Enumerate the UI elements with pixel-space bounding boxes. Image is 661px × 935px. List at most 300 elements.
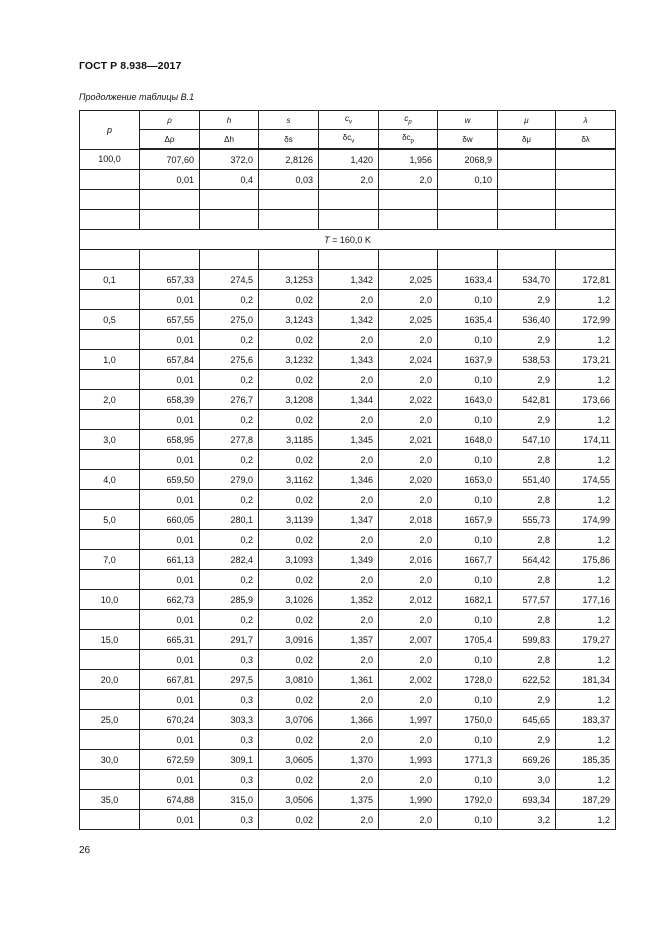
value-cell: 274,5 xyxy=(200,270,259,290)
value-cell: 551,40 xyxy=(498,470,556,490)
value-cell: 0,10 xyxy=(438,330,498,350)
value-cell: 0,01 xyxy=(140,570,200,590)
value-cell: 2,8 xyxy=(498,450,556,470)
value-cell: 1653,0 xyxy=(438,470,498,490)
value-cell: 3,0506 xyxy=(259,790,319,810)
value-cell: 0,01 xyxy=(140,170,200,190)
value-cell: 276,7 xyxy=(200,390,259,410)
table-row xyxy=(80,290,616,310)
value-cell: 2,025 xyxy=(379,310,438,330)
value-cell: 277,8 xyxy=(200,430,259,450)
pressure-cell xyxy=(80,490,140,510)
value-cell: 1,2 xyxy=(556,690,616,710)
table-row xyxy=(80,350,616,370)
table-caption: Продолжение таблицы В.1 xyxy=(79,92,195,102)
value-cell: 0,10 xyxy=(438,730,498,750)
value-cell: 667,81 xyxy=(140,670,200,690)
table-row xyxy=(80,370,616,390)
value-cell: 1635,4 xyxy=(438,310,498,330)
value-cell: 0,2 xyxy=(200,450,259,470)
pressure-cell: 10,0 xyxy=(80,590,140,610)
table-row xyxy=(80,250,616,270)
section-row xyxy=(80,230,616,250)
value-cell xyxy=(556,170,616,190)
table-row xyxy=(80,810,616,830)
value-cell: 183,37 xyxy=(556,710,616,730)
value-cell: 2,0 xyxy=(379,650,438,670)
value-cell: 0,03 xyxy=(259,170,319,190)
header-density: ρ xyxy=(140,111,200,130)
pressure-cell: 35,0 xyxy=(80,790,140,810)
table-row xyxy=(80,670,616,690)
table-row xyxy=(80,149,616,170)
value-cell: 665,31 xyxy=(140,630,200,650)
header-cv: $c_v$ xyxy=(319,111,379,130)
header-conductivity: λ xyxy=(556,111,616,130)
table-row xyxy=(80,710,616,730)
value-cell: 1,993 xyxy=(379,750,438,770)
value-cell: 285,9 xyxy=(200,590,259,610)
table-row xyxy=(80,410,616,430)
table-header xyxy=(80,111,616,150)
value-cell: 315,0 xyxy=(200,790,259,810)
pressure-cell xyxy=(80,250,140,270)
value-cell: 0,02 xyxy=(259,450,319,470)
value-cell xyxy=(379,210,438,230)
value-cell: 3,1253 xyxy=(259,270,319,290)
value-cell: 2,0 xyxy=(379,170,438,190)
table-row xyxy=(80,770,616,790)
value-cell: 693,34 xyxy=(498,790,556,810)
value-cell: 661,13 xyxy=(140,550,200,570)
value-cell: 1,2 xyxy=(556,570,616,590)
value-cell: 2,0 xyxy=(319,450,379,470)
value-cell: 2,9 xyxy=(498,370,556,390)
value-cell: 1657,9 xyxy=(438,510,498,530)
value-cell: 177,16 xyxy=(556,590,616,610)
value-cell: 0,10 xyxy=(438,410,498,430)
value-cell: 2,022 xyxy=(379,390,438,410)
table-row xyxy=(80,750,616,770)
value-cell: 2,9 xyxy=(498,410,556,430)
table-row xyxy=(80,570,616,590)
value-cell xyxy=(438,250,498,270)
value-cell: 2,0 xyxy=(319,730,379,750)
header-enthalpy-uncertainty: Δh xyxy=(200,130,259,150)
pressure-cell xyxy=(80,410,140,430)
value-cell xyxy=(319,250,379,270)
value-cell: 2,0 xyxy=(379,290,438,310)
value-cell: 0,10 xyxy=(438,530,498,550)
value-cell: 2,0 xyxy=(379,610,438,630)
value-cell: 187,29 xyxy=(556,790,616,810)
table-row xyxy=(80,390,616,410)
value-cell: 1,352 xyxy=(319,590,379,610)
pressure-cell xyxy=(80,650,140,670)
value-cell: 0,01 xyxy=(140,530,200,550)
value-cell: 2,8 xyxy=(498,490,556,510)
value-cell xyxy=(140,250,200,270)
value-cell: 2,0 xyxy=(319,290,379,310)
value-cell: 0,10 xyxy=(438,490,498,510)
table-row xyxy=(80,330,616,350)
pressure-cell: 0,5 xyxy=(80,310,140,330)
value-cell: 0,02 xyxy=(259,610,319,630)
value-cell: 1,2 xyxy=(556,330,616,350)
pressure-cell: 100,0 xyxy=(80,149,140,170)
value-cell: 2,9 xyxy=(498,730,556,750)
value-cell: 1,345 xyxy=(319,430,379,450)
value-cell: 3,0810 xyxy=(259,670,319,690)
document-standard-header: ГОСТ Р 8.938—2017 xyxy=(79,60,182,72)
value-cell xyxy=(498,170,556,190)
value-cell: 0,4 xyxy=(200,170,259,190)
pressure-cell xyxy=(80,210,140,230)
pressure-cell xyxy=(80,450,140,470)
value-cell: 2,0 xyxy=(379,530,438,550)
value-cell: 303,3 xyxy=(200,710,259,730)
pressure-cell xyxy=(80,290,140,310)
header-row-symbols xyxy=(80,111,616,130)
value-cell: 658,39 xyxy=(140,390,200,410)
value-cell xyxy=(200,210,259,230)
table-row xyxy=(80,690,616,710)
value-cell: 2,8 xyxy=(498,650,556,670)
value-cell xyxy=(379,250,438,270)
value-cell: 3,0706 xyxy=(259,710,319,730)
pressure-cell: 4,0 xyxy=(80,470,140,490)
header-conductivity-uncertainty: δλ xyxy=(556,130,616,150)
value-cell: 662,73 xyxy=(140,590,200,610)
value-cell: 2,0 xyxy=(379,810,438,830)
value-cell: 2,0 xyxy=(319,810,379,830)
value-cell: 577,57 xyxy=(498,590,556,610)
value-cell: 1,342 xyxy=(319,310,379,330)
value-cell: 185,35 xyxy=(556,750,616,770)
value-cell xyxy=(556,190,616,210)
table-row xyxy=(80,550,616,570)
value-cell xyxy=(200,190,259,210)
value-cell: 173,21 xyxy=(556,350,616,370)
value-cell xyxy=(556,149,616,170)
pressure-cell: 25,0 xyxy=(80,710,140,730)
value-cell: 0,02 xyxy=(259,810,319,830)
value-cell: 179,27 xyxy=(556,630,616,650)
value-cell: 309,1 xyxy=(200,750,259,770)
value-cell: 3,0916 xyxy=(259,630,319,650)
pressure-cell xyxy=(80,690,140,710)
table-row xyxy=(80,650,616,670)
value-cell: 599,83 xyxy=(498,630,556,650)
value-cell: 1637,9 xyxy=(438,350,498,370)
pressure-cell: 2,0 xyxy=(80,390,140,410)
value-cell: 0,02 xyxy=(259,330,319,350)
value-cell: 0,10 xyxy=(438,690,498,710)
value-cell: 1705,4 xyxy=(438,630,498,650)
value-cell: 1,2 xyxy=(556,530,616,550)
value-cell: 0,02 xyxy=(259,570,319,590)
value-cell: 2,024 xyxy=(379,350,438,370)
value-cell: 0,3 xyxy=(200,650,259,670)
header-cp-uncertainty: $\delta c_p$ xyxy=(379,130,438,150)
value-cell: 2,0 xyxy=(319,610,379,630)
value-cell: 3,1139 xyxy=(259,510,319,530)
value-cell xyxy=(259,190,319,210)
pressure-cell xyxy=(80,770,140,790)
value-cell: 291,7 xyxy=(200,630,259,650)
value-cell: 2,016 xyxy=(379,550,438,570)
value-cell: 175,86 xyxy=(556,550,616,570)
value-cell: 0,10 xyxy=(438,810,498,830)
table-row xyxy=(80,170,616,190)
value-cell: 0,01 xyxy=(140,490,200,510)
pressure-cell: 3,0 xyxy=(80,430,140,450)
value-cell: 1667,7 xyxy=(438,550,498,570)
value-cell: 564,42 xyxy=(498,550,556,570)
value-cell: 657,55 xyxy=(140,310,200,330)
value-cell: 0,02 xyxy=(259,410,319,430)
value-cell: 1,420 xyxy=(319,149,379,170)
value-cell: 2,020 xyxy=(379,470,438,490)
table-row xyxy=(80,270,616,290)
value-cell: 538,53 xyxy=(498,350,556,370)
value-cell: 173,66 xyxy=(556,390,616,410)
value-cell: 3,1093 xyxy=(259,550,319,570)
value-cell: 1648,0 xyxy=(438,430,498,450)
table-row xyxy=(80,490,616,510)
value-cell: 542,81 xyxy=(498,390,556,410)
header-entropy-uncertainty: δs xyxy=(259,130,319,150)
value-cell xyxy=(319,210,379,230)
table-row xyxy=(80,790,616,810)
value-cell: 1633,4 xyxy=(438,270,498,290)
value-cell: 1,346 xyxy=(319,470,379,490)
section-temperature-label: T = 160,0 K xyxy=(80,230,616,250)
value-cell: 1792,0 xyxy=(438,790,498,810)
value-cell xyxy=(379,190,438,210)
value-cell xyxy=(498,250,556,270)
value-cell: 1,366 xyxy=(319,710,379,730)
value-cell: 658,95 xyxy=(140,430,200,450)
table-row xyxy=(80,450,616,470)
header-pressure: p xyxy=(80,111,140,150)
value-cell: 1728,0 xyxy=(438,670,498,690)
value-cell: 297,5 xyxy=(200,670,259,690)
value-cell xyxy=(438,210,498,230)
value-cell: 0,2 xyxy=(200,610,259,630)
value-cell xyxy=(498,149,556,170)
value-cell: 0,10 xyxy=(438,170,498,190)
value-cell: 0,10 xyxy=(438,450,498,470)
value-cell: 275,6 xyxy=(200,350,259,370)
value-cell: 372,0 xyxy=(200,149,259,170)
value-cell: 2,0 xyxy=(319,410,379,430)
value-cell: 645,65 xyxy=(498,710,556,730)
pressure-cell xyxy=(80,370,140,390)
table-row xyxy=(80,630,616,650)
value-cell: 3,0605 xyxy=(259,750,319,770)
pressure-cell: 7,0 xyxy=(80,550,140,570)
value-cell: 0,02 xyxy=(259,290,319,310)
value-cell: 0,2 xyxy=(200,290,259,310)
header-row-uncertainties xyxy=(80,130,616,150)
value-cell: 1,344 xyxy=(319,390,379,410)
value-cell: 0,2 xyxy=(200,490,259,510)
value-cell: 1771,3 xyxy=(438,750,498,770)
pressure-cell xyxy=(80,330,140,350)
value-cell: 669,26 xyxy=(498,750,556,770)
value-cell xyxy=(556,210,616,230)
value-cell: 1750,0 xyxy=(438,710,498,730)
value-cell: 660,05 xyxy=(140,510,200,530)
value-cell: 0,02 xyxy=(259,730,319,750)
value-cell: 2,0 xyxy=(319,690,379,710)
value-cell: 659,50 xyxy=(140,470,200,490)
pressure-cell xyxy=(80,170,140,190)
value-cell xyxy=(259,210,319,230)
value-cell xyxy=(200,250,259,270)
value-cell: 670,24 xyxy=(140,710,200,730)
value-cell: 0,3 xyxy=(200,770,259,790)
value-cell: 1,2 xyxy=(556,410,616,430)
value-cell: 2,0 xyxy=(379,770,438,790)
value-cell: 172,99 xyxy=(556,310,616,330)
value-cell: 3,1162 xyxy=(259,470,319,490)
pressure-cell xyxy=(80,810,140,830)
value-cell: 2,0 xyxy=(379,330,438,350)
value-cell: 0,02 xyxy=(259,370,319,390)
value-cell: 1,357 xyxy=(319,630,379,650)
value-cell: 1,2 xyxy=(556,650,616,670)
value-cell: 2,0 xyxy=(379,730,438,750)
value-cell: 2,9 xyxy=(498,690,556,710)
value-cell: 0,01 xyxy=(140,730,200,750)
value-cell: 0,10 xyxy=(438,650,498,670)
value-cell: 2,8 xyxy=(498,610,556,630)
value-cell: 2,0 xyxy=(319,650,379,670)
value-cell: 0,01 xyxy=(140,690,200,710)
value-cell: 0,01 xyxy=(140,410,200,430)
value-cell: 1,2 xyxy=(556,290,616,310)
value-cell: 0,3 xyxy=(200,810,259,830)
value-cell: 0,02 xyxy=(259,770,319,790)
value-cell: 0,02 xyxy=(259,690,319,710)
value-cell: 2,0 xyxy=(319,170,379,190)
value-cell: 3,1208 xyxy=(259,390,319,410)
value-cell: 674,88 xyxy=(140,790,200,810)
table-row xyxy=(80,470,616,490)
value-cell xyxy=(259,250,319,270)
table-row xyxy=(80,590,616,610)
value-cell xyxy=(319,190,379,210)
value-cell: 657,84 xyxy=(140,350,200,370)
value-cell xyxy=(556,250,616,270)
value-cell: 3,0 xyxy=(498,770,556,790)
value-cell: 0,10 xyxy=(438,770,498,790)
value-cell: 547,10 xyxy=(498,430,556,450)
value-cell: 1,956 xyxy=(379,149,438,170)
pressure-cell xyxy=(80,190,140,210)
value-cell: 2,0 xyxy=(379,490,438,510)
value-cell: 280,1 xyxy=(200,510,259,530)
value-cell: 0,10 xyxy=(438,370,498,390)
pressure-cell: 15,0 xyxy=(80,630,140,650)
value-cell: 0,01 xyxy=(140,290,200,310)
value-cell: 1,2 xyxy=(556,610,616,630)
value-cell: 2,9 xyxy=(498,330,556,350)
header-density-uncertainty: Δρ xyxy=(140,130,200,150)
value-cell: 1,370 xyxy=(319,750,379,770)
pressure-cell: 0,1 xyxy=(80,270,140,290)
value-cell: 1,342 xyxy=(319,270,379,290)
value-cell: 0,01 xyxy=(140,810,200,830)
value-cell: 0,02 xyxy=(259,490,319,510)
value-cell: 2,0 xyxy=(379,570,438,590)
value-cell: 0,01 xyxy=(140,770,200,790)
value-cell: 1,349 xyxy=(319,550,379,570)
value-cell xyxy=(140,210,200,230)
value-cell: 2,025 xyxy=(379,270,438,290)
pressure-cell: 20,0 xyxy=(80,670,140,690)
value-cell: 1,2 xyxy=(556,810,616,830)
table-row xyxy=(80,310,616,330)
value-cell: 2,8 xyxy=(498,530,556,550)
header-cp: $c_p$ xyxy=(379,111,438,130)
value-cell: 0,10 xyxy=(438,290,498,310)
value-cell: 2,0 xyxy=(319,570,379,590)
value-cell: 1,2 xyxy=(556,490,616,510)
value-cell: 2,007 xyxy=(379,630,438,650)
value-cell: 2,002 xyxy=(379,670,438,690)
value-cell: 1,990 xyxy=(379,790,438,810)
value-cell: 0,3 xyxy=(200,730,259,750)
table-row xyxy=(80,210,616,230)
value-cell: 0,02 xyxy=(259,530,319,550)
value-cell: 555,73 xyxy=(498,510,556,530)
pressure-cell xyxy=(80,610,140,630)
pressure-cell xyxy=(80,530,140,550)
table-row xyxy=(80,510,616,530)
value-cell: 0,2 xyxy=(200,570,259,590)
value-cell: 174,11 xyxy=(556,430,616,450)
value-cell: 174,55 xyxy=(556,470,616,490)
value-cell xyxy=(498,190,556,210)
value-cell: 282,4 xyxy=(200,550,259,570)
value-cell: 2,0 xyxy=(379,450,438,470)
value-cell: 1,2 xyxy=(556,370,616,390)
value-cell: 1682,1 xyxy=(438,590,498,610)
value-cell: 0,2 xyxy=(200,530,259,550)
table-row xyxy=(80,610,616,630)
page-number: 26 xyxy=(79,845,91,856)
value-cell: 2,021 xyxy=(379,430,438,450)
value-cell: 181,34 xyxy=(556,670,616,690)
value-cell: 1,343 xyxy=(319,350,379,370)
value-cell: 2,0 xyxy=(319,330,379,350)
value-cell: 1,2 xyxy=(556,450,616,470)
table-row xyxy=(80,190,616,210)
pressure-cell: 30,0 xyxy=(80,750,140,770)
value-cell: 1,361 xyxy=(319,670,379,690)
value-cell: 2,0 xyxy=(319,490,379,510)
value-cell: 0,2 xyxy=(200,330,259,350)
value-cell: 657,33 xyxy=(140,270,200,290)
value-cell: 622,52 xyxy=(498,670,556,690)
value-cell xyxy=(498,210,556,230)
value-cell: 0,10 xyxy=(438,570,498,590)
value-cell: 0,01 xyxy=(140,450,200,470)
value-cell: 1643,0 xyxy=(438,390,498,410)
